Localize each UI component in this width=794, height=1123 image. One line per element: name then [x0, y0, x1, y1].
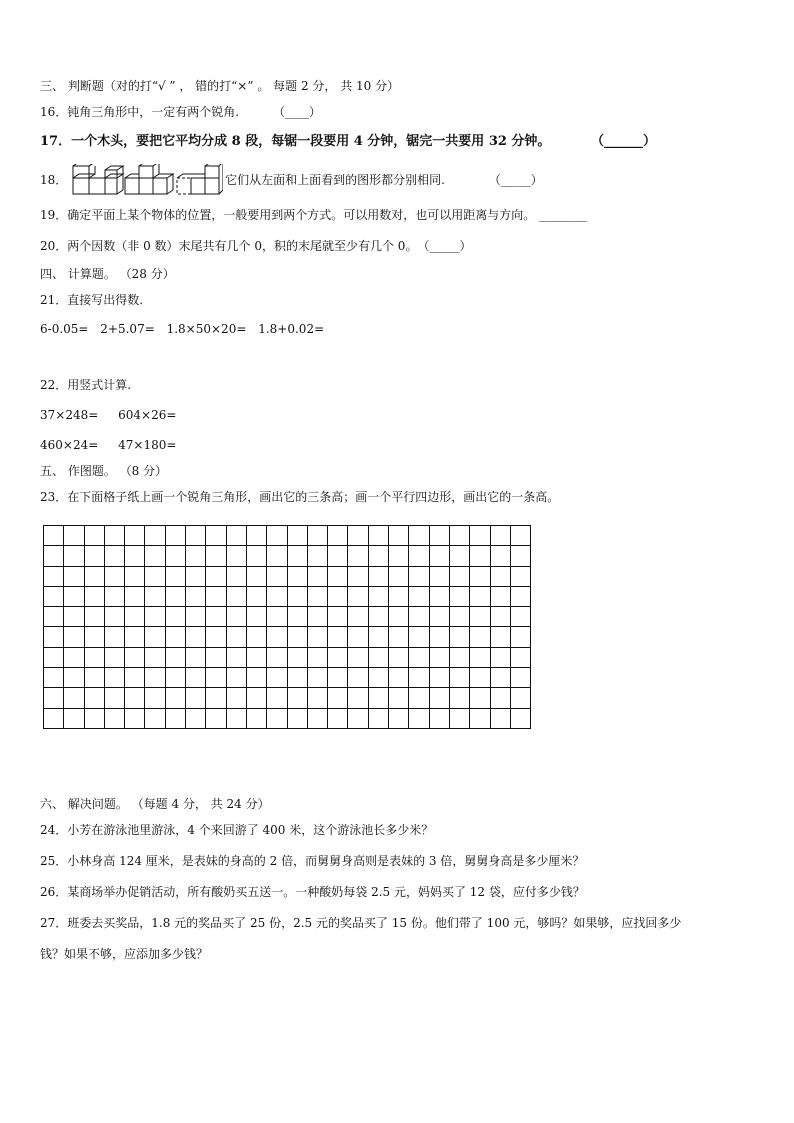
grid-cell[interactable] [125, 546, 145, 566]
grid-cell[interactable] [449, 607, 469, 627]
question-19 [40, 207, 587, 223]
question-18 [40, 162, 543, 198]
grid-cell[interactable] [307, 546, 327, 566]
grid-cell[interactable] [449, 586, 469, 606]
grid-cell[interactable] [84, 627, 104, 647]
grid-cell[interactable] [165, 607, 185, 627]
grid-cell[interactable] [64, 526, 84, 546]
grid-cell[interactable] [125, 708, 145, 728]
grid-cell[interactable] [226, 627, 246, 647]
grid-cell[interactable] [44, 688, 64, 708]
grid-cell[interactable] [84, 526, 104, 546]
calc-item: 460×24= [40, 438, 99, 452]
grid-cell[interactable] [490, 586, 510, 606]
grid-cell[interactable] [348, 546, 368, 566]
calc-item: 6-0.05= [40, 322, 89, 336]
grid-cell[interactable] [470, 708, 490, 728]
grid-cell[interactable] [368, 627, 388, 647]
grid-cell[interactable] [328, 526, 348, 546]
grid-cell[interactable] [267, 566, 287, 586]
grid-cell[interactable] [84, 668, 104, 688]
grid-cell[interactable] [348, 688, 368, 708]
grid-cell[interactable] [429, 627, 449, 647]
grid-cell[interactable] [348, 607, 368, 627]
grid-cell[interactable] [64, 546, 84, 566]
question-25: 25．小林身高 124 厘米，是表妹的身高的 2 倍，而舅舅身高则是表妹的 3 倍，舅舅身高是多少厘米？ [40, 854, 585, 868]
grid-cell[interactable] [64, 566, 84, 586]
grid-cell[interactable] [470, 526, 490, 546]
grid-cell[interactable] [165, 627, 185, 647]
grid-cell[interactable] [145, 566, 165, 586]
grid-cell[interactable] [44, 708, 64, 728]
grid-cell[interactable] [186, 546, 206, 566]
grid-cell[interactable] [490, 546, 510, 566]
question-27: 27．班委去买奖品，1.8 元的奖品买了 25 份，2.5 元的奖品买了 15 份。他们带了 100 元，够吗？如果够，应找回多少 [40, 916, 682, 930]
grid-cell[interactable] [44, 526, 64, 546]
grid-cell[interactable] [368, 668, 388, 688]
grid-cell[interactable] [429, 607, 449, 627]
grid-cell[interactable] [84, 647, 104, 667]
grid-cell[interactable] [64, 708, 84, 728]
grid-cell[interactable] [206, 586, 226, 606]
grid-cell[interactable] [64, 607, 84, 627]
grid-cell[interactable] [470, 688, 490, 708]
grid-cell[interactable] [145, 647, 165, 667]
grid-cell[interactable] [104, 647, 124, 667]
grid-cell[interactable] [206, 607, 226, 627]
grid-cell[interactable] [206, 627, 226, 647]
grid-cell[interactable] [145, 627, 165, 647]
question-17 [40, 134, 656, 150]
grid-cell[interactable] [389, 708, 409, 728]
grid-cell[interactable] [429, 688, 449, 708]
answer-blank[interactable]: ________ [539, 208, 588, 222]
grid-cell[interactable] [246, 607, 266, 627]
grid-cell[interactable] [287, 708, 307, 728]
grid-cell[interactable] [449, 526, 469, 546]
grid-cell[interactable] [470, 627, 490, 647]
grid-cell[interactable] [389, 607, 409, 627]
grid-cell[interactable] [470, 607, 490, 627]
grid-cell[interactable] [429, 546, 449, 566]
grid-cell[interactable] [186, 566, 206, 586]
question-number: 17． [40, 134, 72, 149]
grid-cell[interactable] [429, 566, 449, 586]
grid-cell[interactable] [44, 607, 64, 627]
grid-cell[interactable] [287, 546, 307, 566]
grid-cell[interactable] [389, 627, 409, 647]
grid-cell[interactable] [510, 586, 530, 606]
grid-cell[interactable] [64, 586, 84, 606]
grid-cell[interactable] [368, 607, 388, 627]
question-number: 20． [40, 239, 68, 253]
question-27-continued: 钱？如果不够，应添加多少钱？ [40, 947, 209, 961]
grid-cell[interactable] [510, 688, 530, 708]
grid-cell[interactable] [145, 607, 165, 627]
grid-cell[interactable] [186, 688, 206, 708]
grid-cell[interactable] [267, 546, 287, 566]
grid-table[interactable] [43, 525, 531, 729]
grid-cell[interactable] [64, 627, 84, 647]
grid-cell[interactable] [84, 708, 104, 728]
grid-cell[interactable] [307, 627, 327, 647]
grid-cell[interactable] [125, 688, 145, 708]
grid-cell[interactable] [206, 668, 226, 688]
grid-cell[interactable] [226, 607, 246, 627]
grid-cell[interactable] [429, 586, 449, 606]
grid-cell[interactable] [206, 546, 226, 566]
grid-cell[interactable] [510, 647, 530, 667]
grid-cell[interactable] [490, 607, 510, 627]
grid-cell[interactable] [104, 668, 124, 688]
grid-cell[interactable] [328, 708, 348, 728]
question-22-row-1 [40, 407, 176, 423]
grid-cell[interactable] [287, 668, 307, 688]
grid-cell[interactable] [348, 586, 368, 606]
grid-cell[interactable] [267, 647, 287, 667]
answer-blank[interactable]: （____） [272, 105, 321, 119]
grid-cell[interactable] [267, 607, 287, 627]
grid-cell[interactable] [226, 647, 246, 667]
grid-cell[interactable] [104, 586, 124, 606]
grid-cell[interactable] [389, 566, 409, 586]
grid-cell[interactable] [389, 647, 409, 667]
grid-cell[interactable] [104, 708, 124, 728]
grid-cell[interactable] [307, 566, 327, 586]
grid-cell[interactable] [490, 708, 510, 728]
grid-cell[interactable] [246, 526, 266, 546]
grid-cell[interactable] [409, 526, 429, 546]
grid-cell[interactable] [490, 668, 510, 688]
grid-cell[interactable] [348, 566, 368, 586]
grid-cell[interactable] [267, 627, 287, 647]
question-number: 19． [40, 208, 68, 222]
grid-cell[interactable] [328, 668, 348, 688]
grid-cell[interactable] [44, 627, 64, 647]
grid-cell[interactable] [44, 546, 64, 566]
grid-cell[interactable] [429, 708, 449, 728]
question-21-items [40, 321, 324, 337]
grid-cell[interactable] [429, 526, 449, 546]
answer-blank[interactable]: （_____） [417, 239, 472, 253]
grid-cell[interactable] [267, 688, 287, 708]
grid-cell[interactable] [328, 607, 348, 627]
grid-cell[interactable] [44, 566, 64, 586]
grid-cell[interactable] [165, 546, 185, 566]
grid-cell[interactable] [145, 546, 165, 566]
grid-cell[interactable] [145, 708, 165, 728]
grid-cell[interactable] [246, 647, 266, 667]
grid-cell[interactable] [389, 546, 409, 566]
grid-cell[interactable] [206, 526, 226, 546]
grid-cell[interactable] [510, 668, 530, 688]
grid-cell[interactable] [246, 546, 266, 566]
grid-cell[interactable] [145, 586, 165, 606]
calc-item: 1.8×50×20= [166, 322, 247, 336]
grid-cell[interactable] [226, 526, 246, 546]
grid-cell[interactable] [307, 668, 327, 688]
grid-cell[interactable] [287, 627, 307, 647]
grid-cell[interactable] [287, 688, 307, 708]
grid-cell[interactable] [206, 708, 226, 728]
grid-cell[interactable] [449, 546, 469, 566]
grid-cell[interactable] [165, 586, 185, 606]
question-text: 两个因数（非 0 数）末尾共有几个 0，积的末尾就至少有几个 0。 [67, 239, 418, 253]
grid-cell[interactable] [510, 526, 530, 546]
calc-item: 47×180= [118, 438, 177, 452]
grid-cell[interactable] [226, 708, 246, 728]
grid-cell[interactable] [246, 586, 266, 606]
grid-cell[interactable] [165, 668, 185, 688]
grid-cell[interactable] [389, 586, 409, 606]
grid-cell[interactable] [226, 566, 246, 586]
grid-cell[interactable] [348, 668, 368, 688]
grid-cell[interactable] [449, 708, 469, 728]
grid-cell[interactable] [429, 647, 449, 667]
grid-cell[interactable] [409, 688, 429, 708]
grid-cell[interactable] [44, 647, 64, 667]
grid-cell[interactable] [165, 708, 185, 728]
grid-cell[interactable] [510, 708, 530, 728]
grid-cell[interactable] [104, 607, 124, 627]
grid-cell[interactable] [84, 607, 104, 627]
grid-cell[interactable] [307, 586, 327, 606]
cube-figure-1 [73, 164, 123, 194]
grid-cell[interactable] [186, 607, 206, 627]
question-text: 确定平面上某个物体的位置，一般要用到两个方式。可以用数对，也可以用距离与方向。 [67, 208, 536, 222]
grid-cell[interactable] [470, 566, 490, 586]
grid-cell[interactable] [104, 688, 124, 708]
grid-cell[interactable] [186, 668, 206, 688]
grid-cell[interactable] [510, 566, 530, 586]
question-20 [40, 238, 471, 254]
cube-figures-image [71, 164, 223, 198]
grid-cell[interactable] [267, 526, 287, 546]
grid-cell[interactable] [186, 647, 206, 667]
grid-cell[interactable] [490, 566, 510, 586]
grid-cell[interactable] [165, 688, 185, 708]
grid-cell[interactable] [348, 526, 368, 546]
grid-cell[interactable] [490, 647, 510, 667]
grid-cell[interactable] [368, 647, 388, 667]
section-3-title: 三、 判断题（对的打“√ ” ， 错的打“×” 。 每题 2 分， 共 10 分） [40, 79, 400, 93]
grid-cell[interactable] [348, 647, 368, 667]
grid-cell[interactable] [389, 526, 409, 546]
question-22-title: 22．用竖式计算. [40, 378, 132, 392]
question-24: 24．小芳在游泳池里游泳，4 个来回游了 400 米，这个游泳池长多少米？ [40, 823, 434, 837]
grid-cell[interactable] [409, 708, 429, 728]
grid-cell[interactable] [490, 688, 510, 708]
grid-cell[interactable] [368, 546, 388, 566]
grid-cell[interactable] [125, 627, 145, 647]
grid-cell[interactable] [125, 526, 145, 546]
grid-cell[interactable] [429, 668, 449, 688]
grid-cell[interactable] [267, 708, 287, 728]
question-22-row-2 [40, 437, 176, 453]
grid-cell[interactable] [470, 647, 490, 667]
grid-cell[interactable] [449, 688, 469, 708]
grid-cell[interactable] [307, 607, 327, 627]
grid-cell[interactable] [449, 566, 469, 586]
grid-cell[interactable] [84, 586, 104, 606]
grid-cell[interactable] [328, 647, 348, 667]
grid-cell[interactable] [145, 526, 165, 546]
grid-cell[interactable] [409, 668, 429, 688]
grid-cell[interactable] [449, 668, 469, 688]
grid-cell[interactable] [226, 586, 246, 606]
grid-cell[interactable] [510, 607, 530, 627]
grid-cell[interactable] [104, 546, 124, 566]
grid-cell[interactable] [206, 647, 226, 667]
grid-cell[interactable] [328, 546, 348, 566]
grid-cell[interactable] [490, 627, 510, 647]
grid-cell[interactable] [64, 647, 84, 667]
grid-cell[interactable] [125, 647, 145, 667]
question-text: 它们从左面和上面看到的图形都分别相同. [225, 173, 445, 187]
grid-cell[interactable] [64, 688, 84, 708]
grid-cell[interactable] [409, 647, 429, 667]
calc-item: 37×248= [40, 408, 99, 422]
question-text: 钝角三角形中，一定有两个锐角. [67, 105, 240, 119]
grid-cell[interactable] [470, 546, 490, 566]
grid-cell[interactable] [246, 708, 266, 728]
grid-cell[interactable] [125, 607, 145, 627]
grid-cell[interactable] [186, 627, 206, 647]
question-26: 26．某商场举办促销活动，所有酸奶买五送一。一种酸奶每袋 2.5 元，妈妈买了 12 袋，应付多少钱？ [40, 885, 585, 899]
grid-cell[interactable] [186, 708, 206, 728]
grid-cell[interactable] [246, 668, 266, 688]
grid-cell[interactable] [84, 688, 104, 708]
cube-figure-2 [125, 164, 173, 194]
grid-cell[interactable] [510, 627, 530, 647]
grid-cell[interactable] [226, 546, 246, 566]
grid-cell[interactable] [510, 546, 530, 566]
grid-cell[interactable] [368, 526, 388, 546]
grid-paper[interactable] [43, 525, 531, 729]
section-5-title: 五、 作图题。 （8 分） [40, 464, 168, 478]
section-4-title: 四、 计算题。 （28 分） [40, 267, 175, 281]
grid-cell[interactable] [328, 688, 348, 708]
grid-cell[interactable] [186, 586, 206, 606]
grid-cell[interactable] [165, 566, 185, 586]
grid-cell[interactable] [287, 647, 307, 667]
question-number: 16． [40, 105, 68, 119]
question-23: 23．在下面格子纸上画一个锐角三角形，画出它的三条高；画一个平行四边形，画出它的一条高。 [40, 490, 560, 504]
grid-cell[interactable] [368, 688, 388, 708]
section-6-title: 六、 解决问题。 （每题 4 分， 共 24 分） [40, 797, 270, 811]
grid-cell[interactable] [226, 668, 246, 688]
grid-cell[interactable] [44, 668, 64, 688]
grid-cell[interactable] [287, 566, 307, 586]
grid-cell[interactable] [368, 708, 388, 728]
grid-cell[interactable] [328, 627, 348, 647]
grid-cell[interactable] [267, 586, 287, 606]
grid-cell[interactable] [307, 647, 327, 667]
calc-item: 2+5.07= [100, 322, 155, 336]
grid-cell[interactable] [490, 526, 510, 546]
grid-cell[interactable] [307, 708, 327, 728]
grid-cell[interactable] [186, 526, 206, 546]
question-16 [40, 104, 321, 120]
grid-cell[interactable] [125, 566, 145, 586]
grid-cell[interactable] [389, 688, 409, 708]
grid-cell[interactable] [125, 586, 145, 606]
calc-item: 1.8+0.02= [258, 322, 325, 336]
calc-item: 604×26= [118, 408, 177, 422]
grid-cell[interactable] [267, 668, 287, 688]
cube-figure-3 [177, 164, 223, 194]
grid-cell[interactable] [145, 668, 165, 688]
grid-cell[interactable] [368, 586, 388, 606]
grid-cell[interactable] [246, 627, 266, 647]
grid-cell[interactable] [206, 566, 226, 586]
grid-cell[interactable] [389, 668, 409, 688]
grid-cell[interactable] [368, 566, 388, 586]
grid-cell[interactable] [409, 607, 429, 627]
grid-cell[interactable] [206, 688, 226, 708]
grid-cell[interactable] [470, 668, 490, 688]
question-number: 18． [40, 173, 68, 187]
grid-cell[interactable] [409, 627, 429, 647]
grid-cell[interactable] [470, 586, 490, 606]
grid-cell[interactable] [104, 627, 124, 647]
question-21-title: 21．直接写出得数. [40, 293, 144, 307]
grid-cell[interactable] [409, 566, 429, 586]
grid-cell[interactable] [348, 627, 368, 647]
grid-cell[interactable] [226, 688, 246, 708]
grid-cell[interactable] [165, 647, 185, 667]
grid-cell[interactable] [287, 526, 307, 546]
grid-cell[interactable] [328, 566, 348, 586]
grid-cell[interactable] [328, 586, 348, 606]
grid-cell[interactable] [104, 526, 124, 546]
grid-cell[interactable] [287, 607, 307, 627]
grid-cell[interactable] [84, 566, 104, 586]
grid-cell[interactable] [145, 688, 165, 708]
question-text: 一个木头，要把它平均分成 8 段，每锯一段要用 4 分钟，锯完一共要用 32 分钟。 [71, 134, 551, 149]
answer-blank[interactable]: （_____） [488, 173, 543, 187]
answer-blank[interactable]: （______） [590, 134, 656, 149]
grid-cell[interactable] [409, 586, 429, 606]
grid-cell[interactable] [449, 647, 469, 667]
grid-cell[interactable] [125, 668, 145, 688]
grid-cell[interactable] [287, 586, 307, 606]
grid-cell[interactable] [246, 566, 266, 586]
grid-cell[interactable] [409, 546, 429, 566]
grid-cell[interactable] [449, 627, 469, 647]
grid-cell[interactable] [84, 546, 104, 566]
grid-cell[interactable] [246, 688, 266, 708]
grid-cell[interactable] [44, 586, 64, 606]
grid-cell[interactable] [64, 668, 84, 688]
grid-cell[interactable] [348, 708, 368, 728]
grid-cell[interactable] [165, 526, 185, 546]
grid-cell[interactable] [307, 526, 327, 546]
grid-cell[interactable] [307, 688, 327, 708]
grid-cell[interactable] [104, 566, 124, 586]
